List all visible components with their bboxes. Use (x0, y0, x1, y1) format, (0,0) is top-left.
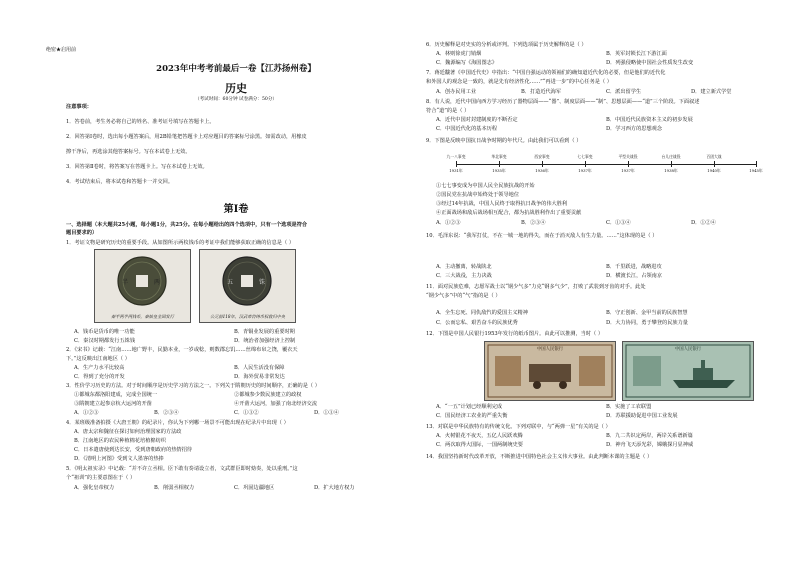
binding-gutter (20, 40, 26, 520)
q9-item: ②国民党在抗战中始终处于领导地位 (436, 192, 520, 198)
q7-option: A．创办民用工业 (436, 89, 477, 95)
q1-option: A．钱币是货币的唯一功能 (74, 329, 135, 335)
q11-stem: 11．面对民族危难，志愿军战士以“钢少气多”力克“钢多气少”，打败了武装到牙齿的对手。此处 (426, 284, 646, 290)
q5-option: B．削弱丞相权力 (154, 485, 195, 491)
q11-option: B．守正创新、金甲当前的民族智慧 (606, 310, 688, 316)
q6-option: A．林则徐虎门销烟 (436, 51, 482, 57)
q5-stem: 5．《明太祖实录》中记载：“并不许立丞相。臣下敢有奏请设立者，文武群臣即时劾奏，处以重刑。”这 (66, 466, 298, 472)
svg-text:铢: 铢 (259, 279, 266, 286)
q11-option: A．全生忘死、同仇敌忾的爱国主义精神 (436, 310, 528, 316)
q3-item: ③隋朝建立起参京杭大运河的开凿 (74, 401, 152, 407)
q6-option: D．列强侵略使中国社会性质发生改变 (606, 60, 694, 66)
timeline-year: 1935年 (492, 168, 506, 173)
banknote-left (484, 341, 616, 401)
q8-option: A．近代中国对封建制度的不断否定 (436, 117, 518, 123)
q3-item: ①都城东都洛阳建成，完成全国统一 (74, 392, 158, 398)
q9-stem: 9．下图是反映中国抗日战争时期的年代尺。由此我们可以看到（ ） (426, 138, 582, 144)
q7-stem: 和外国人的观念是一致的，就是先有经济性化……”“再进一步”的中心任务是（ ） (426, 79, 612, 85)
svg-text:五: 五 (227, 279, 234, 286)
q3-stem: 3．性价学习历史的方法。对于时间顺序是历史学习的方法之一。下列关于隋朝历史的时间顺序，正确的是（ ） (66, 383, 320, 389)
timeline-event: 西安事变 (534, 154, 550, 159)
notes-heading: 注意事项： (66, 104, 92, 110)
q8-option: C．中国近代化的基本历程 (436, 126, 498, 132)
q4-option: B．江南地区的农民种植棉花培植棉纺织 (74, 438, 166, 444)
timeline-year: 1938年 (664, 168, 678, 173)
q9-item: ①七七事变成为中国人民全民族抗战的开始 (436, 183, 535, 189)
q10-option: A．主动撤离，转战陕北 (436, 264, 492, 270)
q7-option: C．派出留学生 (606, 89, 642, 95)
q4-stem: 4．某班级准备拍摄《大唐王朝》的纪录片，你认为下列哪一场景不可能出现在纪录片中出现（ ） (66, 420, 289, 426)
note-item: 3．回答第Ⅱ卷时，将答案写在答题卡上。写在本试卷上无效。 (66, 164, 208, 170)
q13-stem: 13．对联是中华民族特有的传统文化。下列对联中，与“两弹一星”有关的是（ ） (426, 424, 611, 430)
q13-option: A．火树银花不夜天，五亿人民跃欢腾 (436, 433, 523, 439)
q9-option: C．①③④ (606, 220, 631, 226)
timeline-year: 1945年 (749, 168, 763, 173)
q11-stem: “钢少气多”中的“气”指的是（ ） (426, 293, 501, 299)
timeline-event: 华北事变 (491, 154, 507, 159)
q9-item: ③经过14年抗战，中国人民终于取得抗日战争的伟大胜利 (436, 201, 568, 207)
secret-mark: 绝密★启用前 (46, 47, 77, 53)
timeline-event: 台儿庄战役 (661, 154, 681, 159)
timeline-tick (456, 161, 457, 167)
q8-option: B．中国近代民族资本主义的初步发展 (606, 117, 693, 123)
coin-image-left (94, 249, 191, 323)
timeline-event: 九一八事变 (446, 154, 466, 159)
banknote-left-label: 中国人民银行 (536, 347, 564, 352)
q3-option: B．②③④ (154, 410, 179, 416)
timeline-event: 百团大战 (706, 154, 722, 159)
left-column (46, 0, 406, 562)
q3-item: ②都城参少数民族建立的政权 (234, 392, 302, 398)
exam-meta: （考试时间：60分钟 试卷满分：50分） (194, 97, 278, 102)
war-timeline (446, 154, 763, 178)
note-item: 擦干净后，再选涂其他答案标号。写在本试卷上无效。 (66, 149, 191, 155)
q2-stem: 下。”这反映出江南地区（ ） (66, 356, 130, 362)
note-item: 4．考试结束后，将本试卷和答题卡一并交回。 (66, 179, 174, 185)
q1-option: B．青铜业发展的重要时期 (234, 329, 295, 335)
q8-option: D．学习西方的思想观念 (606, 126, 663, 132)
q2-option: D．海外贸易非常发达 (234, 374, 285, 380)
timeline-tick (756, 161, 757, 167)
wuzhu-coin-icon (200, 250, 295, 312)
banknote-right (622, 341, 754, 401)
q9-item: ④正面战场和敌后战场相互配合，都为抗战胜利作出了重要贡献 (436, 210, 582, 216)
timeline-tick (671, 161, 672, 167)
timeline-year: 1937年 (578, 168, 592, 173)
timeline-year: 1936年 (535, 168, 549, 173)
q2-option: A．生产力水平比较高 (74, 365, 125, 371)
svg-text:两: 两 (154, 279, 161, 286)
q9-option: B．②③④ (521, 220, 546, 226)
q3-option: C．①③② (234, 410, 259, 416)
timeline-year: 1940年 (707, 168, 721, 173)
q4-option: A．唐太宗和魏征在探讨如何治理国家的方法政 (74, 429, 182, 435)
q6-option: B．英军封锁长江下游江面 (606, 51, 667, 57)
section-intro: 一、选择题（本大题共25小题，每小题1分，共25分。在每小题给出的四个选项中，只有一个选项是符合 (66, 222, 308, 228)
note-item: 2．回答第Ⅰ卷时，选出每小题答案后，用2B铅笔把答题卡上对应题目的答案标号涂黑。如需改动，用橡皮 (66, 134, 307, 140)
q14-stem: 14．我国坚持新时代改革开放，不断推进中国特色社会主义伟大事业。由此判断本课的主题是（ ） (426, 454, 653, 460)
timeline-year: 1937年 (621, 168, 635, 173)
q10-option: B．千里跃进，战略进攻 (606, 264, 662, 270)
q2-option: B．人民生活没有保障 (234, 365, 285, 371)
q11-option: D．大力协同，勇于攀登的民族力量 (606, 320, 688, 326)
q4-option: D．《清明上河图》受到文人墨客的热捧 (74, 456, 164, 462)
q9-option: D．①②④ (691, 220, 716, 226)
right-column (426, 0, 778, 562)
note-item: 1．答卷前，考生务必将自己的姓名、准考证号填写在答题卡上。 (66, 119, 215, 125)
timeline-tick (499, 161, 500, 167)
exam-title: 2023年中考考前最后一卷【江苏扬州卷】 (156, 64, 316, 74)
q8-stem: 8．有人说，近代中国向西方学习经历了器物层面——“器”、制度层面——“制”、思想层面——“道”三个阶段。下面叙述 (426, 99, 700, 105)
q7-stem: 7．蒋廷黻著《中国近代史》中指出：“中国自强运动的领袖们的确知道近代化的必要，但是他们的近代化 (426, 70, 666, 76)
square-hole-coin-icon (95, 250, 190, 312)
q12-option: D．苏联援助促进中国工业发展 (606, 413, 678, 419)
q3-item: ④开凿大运河，加强了南北经济交流 (234, 401, 318, 407)
q5-option: A．强化皇帝权力 (74, 485, 115, 491)
q12-stem: 12．下图是中国人民银行1953年发行的纸币图片。由此可以推测，当时（ ） (426, 331, 604, 337)
q13-option: C．两次取得大国际，一国两制统史要 (436, 442, 523, 448)
q13-option: D．神舟飞天添光彩，嫦娥探月显神威 (606, 442, 694, 448)
q9-option: A．①②③ (436, 220, 461, 226)
timeline-tick (628, 161, 629, 167)
coin-caption-left: 秦半两半两钱币，秦始皇全国发行 (111, 314, 174, 319)
timeline-tick (714, 161, 715, 167)
q4-option: C．日本遣唐使到达长安，受到唐朝政府的热情招待 (74, 447, 193, 453)
timeline-tick (542, 161, 543, 167)
q7-option: D．建立新式学堂 (691, 89, 732, 95)
q1-stem: 1．考证文物是研究历史的重要手段。从如图所示两枚钱币的考证中我们能够获取正确的信息是（ ） (66, 240, 295, 246)
coin-image-right (199, 249, 296, 323)
section-title: 第Ⅰ卷 (223, 204, 249, 215)
q8-stem: 符合“道”的是（ ） (426, 108, 470, 114)
q10-option: D．横渡长江，占领南京 (606, 273, 663, 279)
q13-option: B．九二共识定两岸，两岸关系谱新篇 (606, 433, 693, 439)
q11-option: C．公而忘私、艰苦奋斗的民族优秀 (436, 320, 518, 326)
q1-option: C．秦汉时期都发行五铢钱 (74, 338, 136, 344)
q6-stem: 6．历史解释是对史实的分析或评判。下列选项属于历史解释的是（ ） (426, 42, 587, 48)
q10-stem: 10．毛泽东说：“我军打仗，不在一城一地的得失，而在于消灭敌人有生力量。……”这体现的是（ ） (426, 233, 658, 239)
subject-title: 历史 (225, 82, 247, 95)
banknote-right-label: 中国人民银行 (674, 347, 702, 352)
timeline-axis (456, 164, 756, 165)
q3-option: D．①③④ (314, 410, 339, 416)
timeline-tick (585, 161, 586, 167)
section-intro: 题目要求的） (66, 230, 98, 236)
svg-text:半: 半 (122, 279, 129, 286)
q5-option: C．巩固边疆地区 (234, 485, 275, 491)
timeline-event: 七七事变 (577, 154, 593, 159)
q12-option: B．实施了工农联盟 (606, 404, 652, 410)
timeline-event: 平型关战役 (618, 154, 638, 159)
q6-option: C．魏源编写《海国图志》 (436, 60, 498, 66)
q3-option: A．①②③ (74, 410, 99, 416)
q2-option: C．得到了充分的开发 (74, 374, 125, 380)
q5-option: D．扩大地方权力 (314, 485, 355, 491)
q10-option: C．三大战役，主力决战 (436, 273, 492, 279)
q5-stem: 个“祖训”的主要意图在于（ ） (66, 475, 136, 481)
q12-option: A．“一五”计划已经顺利完成 (436, 404, 503, 410)
q1-option: D．统治者加强经济上控制 (234, 338, 296, 344)
q2-stem: 2．《宋书》记载：“江南……地广野丰，民勤本业，一岁或稔，则数郡忘饥……丝绵布帛之饶，覆衣天 (66, 347, 298, 353)
q12-option: C．国民经济工农业的严重失衡 (436, 413, 508, 419)
q7-option: B．打造近代海军 (521, 89, 562, 95)
coin-caption-right: 公元前118年，汉武帝将铸币权收归中央 (210, 314, 285, 319)
timeline-year: 1931年 (449, 168, 463, 173)
